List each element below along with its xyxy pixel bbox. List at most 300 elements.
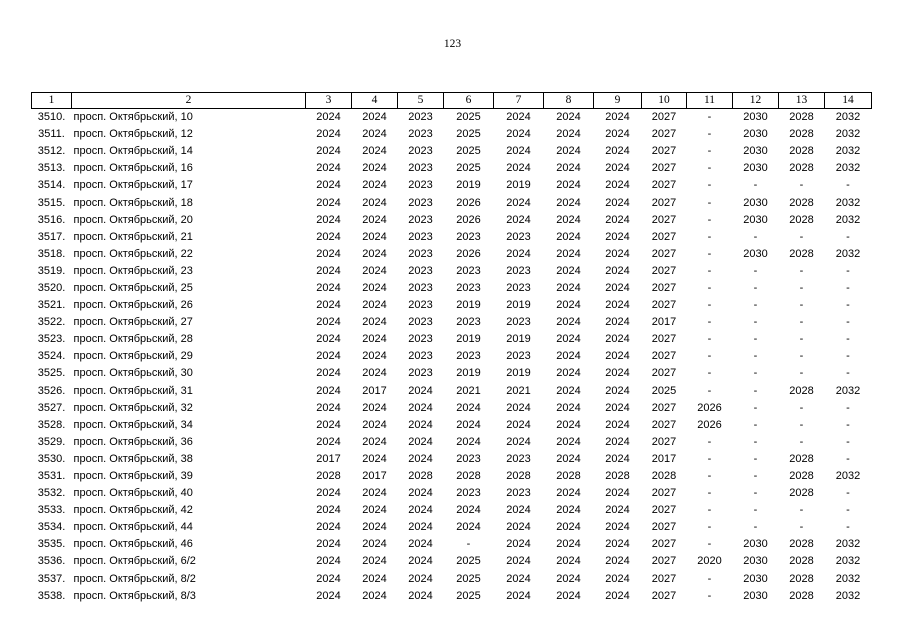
year-cell-col-13: 2028 [789, 213, 814, 226]
year-cell-col-14: - [846, 350, 850, 363]
year-cell-col-8: 2024 [556, 281, 581, 294]
year-cell-col-6: 2025 [456, 111, 481, 124]
year-cell-col-8: 2024 [556, 521, 581, 534]
table-row [32, 588, 872, 605]
year-cell-col-7: 2024 [506, 572, 531, 585]
year-cell-col-12: - [753, 281, 758, 294]
year-cell-col-4: 2024 [362, 487, 387, 500]
year-cell-col-12: 2030 [743, 145, 768, 158]
year-cell-col-12: - [753, 316, 758, 329]
year-cell-col-6: 2024 [456, 521, 481, 534]
address-cell: просп. Октябрьский, 40 [73, 487, 193, 500]
year-cell-col-5: 2024 [408, 521, 433, 534]
year-cell-col-13: - [799, 367, 804, 380]
year-cell-col-4: 2024 [362, 538, 387, 551]
year-cell-col-8: 2024 [556, 333, 581, 346]
year-cell-col-11: - [707, 350, 712, 363]
year-cell-col-9: 2024 [605, 299, 630, 312]
year-cell-col-8: 2024 [556, 418, 581, 431]
year-cell-col-12: - [753, 435, 758, 448]
year-cell-col-13: 2028 [789, 128, 814, 141]
year-cell-col-10: 2027 [651, 230, 677, 243]
row-number: 3524. [37, 350, 66, 363]
address-cell: просп. Октябрьский, 27 [73, 316, 193, 329]
year-cell-col-13: 2028 [789, 538, 814, 551]
year-cell-col-8: 2024 [556, 538, 581, 551]
year-cell-col-13: - [799, 281, 804, 294]
year-cell-col-7: 2024 [506, 145, 531, 158]
year-cell-col-14: - [846, 435, 850, 448]
row-number: 3516. [37, 213, 66, 226]
year-cell-col-3: 2024 [316, 504, 341, 517]
year-cell-col-3: 2024 [316, 350, 341, 363]
table-row [32, 519, 872, 536]
year-cell-col-11: - [707, 316, 712, 329]
year-cell-col-6: 2023 [456, 281, 481, 294]
row-number: 3512. [37, 145, 66, 158]
year-cell-col-8: 2024 [556, 162, 581, 175]
year-cell-col-3: 2017 [316, 452, 341, 465]
table-row [32, 109, 872, 127]
year-cell-col-10: 2027 [651, 299, 677, 312]
year-cell-col-14: 2032 [835, 247, 861, 260]
year-cell-col-11: - [707, 435, 712, 448]
year-cell-col-5: 2024 [408, 589, 433, 602]
year-cell-col-10: 2017 [651, 452, 677, 465]
year-cell-col-14: - [846, 333, 850, 346]
year-cell-col-8: 2024 [556, 350, 581, 363]
table-row [32, 571, 872, 588]
year-cell-col-13: 2028 [789, 470, 814, 483]
year-cell-col-6: - [466, 538, 471, 551]
year-cell-col-7: 2023 [506, 281, 531, 294]
year-cell-col-3: 2024 [316, 589, 341, 602]
year-cell-col-13: - [799, 504, 804, 517]
year-cell-col-8: 2024 [556, 401, 581, 414]
year-cell-col-9: 2024 [605, 128, 630, 141]
year-cell-col-12: 2030 [743, 538, 768, 551]
year-cell-col-9: 2024 [605, 504, 630, 517]
year-cell-col-9: 2024 [605, 487, 630, 500]
year-cell-col-3: 2024 [316, 299, 341, 312]
year-cell-col-3: 2024 [316, 538, 341, 551]
address-cell: просп. Октябрьский, 42 [73, 504, 193, 517]
year-cell-col-3: 2024 [316, 230, 341, 243]
year-cell-col-10: 2027 [651, 179, 677, 192]
year-cell-col-10: 2027 [651, 435, 677, 448]
year-cell-col-7: 2019 [506, 179, 531, 192]
year-cell-col-5: 2023 [408, 145, 433, 158]
row-number: 3522. [37, 316, 66, 329]
year-cell-col-5: 2023 [408, 213, 433, 226]
year-cell-col-13: - [799, 418, 804, 431]
year-cell-col-9: 2024 [605, 521, 630, 534]
year-cell-col-14: 2032 [835, 384, 861, 397]
year-cell-col-13: - [799, 401, 804, 414]
year-cell-col-5: 2028 [408, 470, 433, 483]
year-cell-col-5: 2023 [408, 179, 433, 192]
table-row [32, 502, 872, 519]
year-cell-col-14: 2032 [835, 470, 861, 483]
year-cell-col-11: - [707, 367, 712, 380]
year-cell-col-7: 2021 [506, 384, 531, 397]
year-cell-col-10: 2027 [651, 196, 677, 209]
year-cell-col-11: - [707, 504, 712, 517]
year-cell-col-6: 2025 [456, 555, 481, 568]
year-cell-col-5: 2024 [408, 555, 433, 568]
table-row [32, 143, 872, 160]
year-cell-col-14: 2032 [835, 145, 861, 158]
year-cell-col-14: - [846, 281, 850, 294]
year-cell-col-10: 2025 [651, 384, 677, 397]
year-cell-col-11: - [707, 162, 712, 175]
year-cell-col-11: - [707, 247, 712, 260]
year-cell-col-11: - [707, 281, 712, 294]
row-number: 3525. [37, 367, 66, 380]
table-body [32, 109, 872, 605]
year-cell-col-7: 2023 [506, 264, 531, 277]
year-cell-col-6: 2023 [456, 487, 481, 500]
year-cell-col-7: 2024 [506, 589, 531, 602]
row-number: 3515. [37, 196, 66, 209]
address-cell: просп. Октябрьский, 14 [73, 145, 193, 158]
table-row [32, 383, 872, 400]
year-cell-col-8: 2024 [556, 555, 581, 568]
year-cell-col-12: 2030 [743, 196, 768, 209]
year-cell-col-10: 2027 [651, 487, 677, 500]
column-header-5: 5 [398, 93, 444, 109]
row-number: 3534. [37, 521, 66, 534]
year-cell-col-11: - [707, 299, 712, 312]
year-cell-col-3: 2024 [316, 111, 341, 124]
address-cell: просп. Октябрьский, 6/2 [73, 555, 196, 568]
year-cell-col-11: - [707, 333, 712, 346]
year-cell-col-10: 2027 [651, 401, 677, 414]
year-cell-col-4: 2024 [362, 452, 387, 465]
year-cell-col-4: 2024 [362, 247, 387, 260]
year-cell-col-4: 2024 [362, 572, 387, 585]
year-cell-col-4: 2024 [362, 316, 387, 329]
year-cell-col-14: 2032 [835, 555, 861, 568]
year-cell-col-11: - [707, 145, 712, 158]
year-cell-col-13: - [799, 350, 804, 363]
year-cell-col-8: 2024 [556, 452, 581, 465]
address-cell: просп. Октябрьский, 10 [73, 111, 193, 124]
year-cell-col-8: 2024 [556, 213, 581, 226]
row-number: 3535. [37, 538, 66, 551]
year-cell-col-3: 2024 [316, 196, 341, 209]
table-row [32, 177, 872, 194]
column-header-12: 12 [733, 93, 779, 109]
year-cell-col-6: 2026 [456, 247, 481, 260]
year-cell-col-9: 2024 [605, 452, 630, 465]
year-cell-col-13: 2028 [789, 572, 814, 585]
column-header-14: 14 [825, 93, 872, 109]
year-cell-col-14: - [846, 367, 850, 380]
year-cell-col-5: 2024 [408, 538, 433, 551]
year-cell-col-14: 2032 [835, 128, 861, 141]
table-row [32, 160, 872, 177]
row-number: 3523. [37, 333, 66, 346]
year-cell-col-4: 2024 [362, 504, 387, 517]
year-cell-col-7: 2019 [506, 333, 531, 346]
year-cell-col-8: 2024 [556, 111, 581, 124]
year-cell-col-6: 2025 [456, 589, 481, 602]
address-cell: просп. Октябрьский, 23 [73, 264, 193, 277]
year-cell-col-6: 2023 [456, 230, 481, 243]
table-row [32, 417, 872, 434]
year-cell-col-6: 2026 [456, 213, 481, 226]
year-cell-col-6: 2025 [456, 145, 481, 158]
table-row [32, 280, 872, 297]
row-number: 3530. [37, 452, 66, 465]
address-cell: просп. Октябрьский, 16 [73, 162, 193, 175]
address-cell: просп. Октябрьский, 18 [73, 196, 193, 209]
year-cell-col-10: 2028 [651, 470, 677, 483]
year-cell-col-10: 2027 [651, 504, 677, 517]
year-cell-col-11: - [707, 589, 712, 602]
year-cell-col-8: 2024 [556, 572, 581, 585]
year-cell-col-3: 2024 [316, 418, 341, 431]
year-cell-col-5: 2024 [408, 572, 433, 585]
year-cell-col-5: 2024 [408, 384, 433, 397]
year-cell-col-12: - [753, 504, 758, 517]
year-cell-col-14: - [846, 452, 850, 465]
year-cell-col-13: 2028 [789, 487, 814, 500]
year-cell-col-13: - [799, 435, 804, 448]
table-row [32, 365, 872, 382]
year-cell-col-6: 2019 [456, 367, 481, 380]
year-cell-col-13: - [799, 299, 804, 312]
year-cell-col-10: 2027 [651, 128, 677, 141]
year-cell-col-3: 2024 [316, 179, 341, 192]
table-row [32, 485, 872, 502]
year-cell-col-6: 2028 [456, 470, 481, 483]
table-row [32, 246, 872, 263]
table-row [32, 126, 872, 143]
year-cell-col-11: - [707, 179, 712, 192]
row-number: 3518. [37, 247, 66, 260]
year-cell-col-11: - [707, 470, 712, 483]
year-cell-col-10: 2027 [651, 521, 677, 534]
year-cell-col-5: 2024 [408, 504, 433, 517]
year-cell-col-13: 2028 [789, 111, 814, 124]
year-cell-col-6: 2023 [456, 452, 481, 465]
year-cell-col-3: 2024 [316, 264, 341, 277]
address-cell: просп. Октябрьский, 20 [73, 213, 193, 226]
address-cell: просп. Октябрьский, 8/3 [73, 589, 196, 602]
table-row [32, 451, 872, 468]
address-cell: просп. Октябрьский, 36 [73, 435, 193, 448]
row-number: 3517. [37, 230, 66, 243]
year-cell-col-9: 2024 [605, 538, 630, 551]
year-cell-col-13: 2028 [789, 452, 814, 465]
year-cell-col-7: 2019 [506, 299, 531, 312]
year-cell-col-5: 2024 [408, 401, 433, 414]
year-cell-col-8: 2024 [556, 230, 581, 243]
year-cell-col-14: - [846, 521, 850, 534]
year-cell-col-5: 2023 [408, 162, 433, 175]
row-number: 3531. [37, 470, 66, 483]
year-cell-col-7: 2019 [506, 367, 531, 380]
year-cell-col-10: 2027 [651, 111, 677, 124]
year-cell-col-4: 2024 [362, 213, 387, 226]
year-cell-col-3: 2024 [316, 145, 341, 158]
year-cell-col-5: 2023 [408, 350, 433, 363]
year-cell-col-12: - [753, 333, 758, 346]
year-cell-col-8: 2024 [556, 179, 581, 192]
year-cell-col-12: 2030 [743, 111, 768, 124]
year-cell-col-13: - [799, 230, 804, 243]
year-cell-col-11: - [707, 213, 712, 226]
year-cell-col-14: 2032 [835, 572, 861, 585]
row-number: 3519. [37, 264, 66, 277]
year-cell-col-7: 2024 [506, 128, 531, 141]
year-cell-col-5: 2023 [408, 264, 433, 277]
year-cell-col-7: 2023 [506, 350, 531, 363]
year-cell-col-12: 2030 [743, 247, 768, 260]
year-cell-col-13: 2028 [789, 196, 814, 209]
year-cell-col-6: 2019 [456, 299, 481, 312]
address-cell: просп. Октябрьский, 8/2 [73, 572, 196, 585]
year-cell-col-4: 2024 [362, 350, 387, 363]
year-cell-col-7: 2024 [506, 162, 531, 175]
year-cell-col-6: 2024 [456, 504, 481, 517]
year-cell-col-4: 2024 [362, 111, 387, 124]
column-header-4: 4 [352, 93, 398, 109]
row-number: 3513. [37, 162, 66, 175]
year-cell-col-9: 2024 [605, 589, 630, 602]
repair-schedule-table [31, 92, 872, 605]
year-cell-col-11: - [707, 452, 712, 465]
column-header-7: 7 [494, 93, 544, 109]
year-cell-col-3: 2024 [316, 281, 341, 294]
year-cell-col-9: 2024 [605, 230, 630, 243]
year-cell-col-12: - [753, 367, 758, 380]
year-cell-col-12: - [753, 452, 758, 465]
year-cell-col-5: 2023 [408, 299, 433, 312]
year-cell-col-7: 2024 [506, 401, 531, 414]
year-cell-col-3: 2024 [316, 247, 341, 260]
year-cell-col-14: 2032 [835, 196, 861, 209]
year-cell-col-6: 2025 [456, 128, 481, 141]
year-cell-col-12: 2030 [743, 213, 768, 226]
year-cell-col-4: 2024 [362, 196, 387, 209]
year-cell-col-10: 2027 [651, 350, 677, 363]
year-cell-col-7: 2023 [506, 316, 531, 329]
year-cell-col-8: 2024 [556, 435, 581, 448]
year-cell-col-3: 2024 [316, 487, 341, 500]
year-cell-col-9: 2024 [605, 435, 630, 448]
year-cell-col-6: 2025 [456, 572, 481, 585]
header-row [32, 93, 872, 109]
year-cell-col-5: 2023 [408, 367, 433, 380]
year-cell-col-14: 2032 [835, 162, 861, 175]
year-cell-col-14: - [846, 179, 850, 192]
year-cell-col-11: 2026 [697, 418, 722, 431]
year-cell-col-14: - [846, 230, 850, 243]
year-cell-col-4: 2024 [362, 367, 387, 380]
year-cell-col-3: 2024 [316, 213, 341, 226]
year-cell-col-6: 2024 [456, 401, 481, 414]
table-row [32, 194, 872, 211]
row-number: 3521. [37, 299, 66, 312]
column-header-6: 6 [444, 93, 494, 109]
year-cell-col-13: - [799, 333, 804, 346]
row-number: 3538. [37, 589, 66, 602]
year-cell-col-9: 2024 [605, 247, 630, 260]
year-cell-col-4: 2024 [362, 555, 387, 568]
year-cell-col-12: - [753, 521, 758, 534]
year-cell-col-7: 2024 [506, 111, 531, 124]
year-cell-col-11: - [707, 572, 712, 585]
year-cell-col-13: - [799, 316, 804, 329]
year-cell-col-10: 2027 [651, 418, 677, 431]
year-cell-col-4: 2024 [362, 521, 387, 534]
year-cell-col-14: 2032 [835, 213, 861, 226]
year-cell-col-3: 2024 [316, 128, 341, 141]
year-cell-col-13: 2028 [789, 162, 814, 175]
year-cell-col-6: 2024 [456, 418, 481, 431]
year-cell-col-8: 2024 [556, 247, 581, 260]
year-cell-col-9: 2024 [605, 555, 630, 568]
year-cell-col-12: 2030 [743, 589, 768, 602]
table-row [32, 434, 872, 451]
year-cell-col-4: 2024 [362, 401, 387, 414]
year-cell-col-14: 2032 [835, 111, 861, 124]
row-number: 3529. [37, 435, 66, 448]
address-cell: просп. Октябрьский, 46 [73, 538, 193, 551]
column-header-9: 9 [594, 93, 642, 109]
table-row [32, 468, 872, 485]
year-cell-col-13: 2028 [789, 145, 814, 158]
year-cell-col-4: 2024 [362, 264, 387, 277]
row-number: 3514. [37, 179, 66, 192]
year-cell-col-4: 2024 [362, 128, 387, 141]
year-cell-col-9: 2024 [605, 196, 630, 209]
year-cell-col-6: 2025 [456, 162, 481, 175]
year-cell-col-12: - [753, 470, 758, 483]
year-cell-col-13: 2028 [789, 384, 814, 397]
year-cell-col-14: - [846, 299, 850, 312]
table-row [32, 212, 872, 229]
table-row [32, 553, 872, 570]
year-cell-col-11: - [707, 128, 712, 141]
year-cell-col-11: 2020 [697, 555, 722, 568]
address-cell: просп. Октябрьский, 21 [73, 230, 193, 243]
year-cell-col-8: 2024 [556, 145, 581, 158]
year-cell-col-7: 2023 [506, 487, 531, 500]
year-cell-col-6: 2019 [456, 333, 481, 346]
year-cell-col-4: 2024 [362, 418, 387, 431]
year-cell-col-3: 2024 [316, 401, 341, 414]
year-cell-col-10: 2027 [651, 589, 677, 602]
year-cell-col-12: - [753, 418, 758, 431]
column-header-3: 3 [306, 93, 352, 109]
year-cell-col-3: 2024 [316, 384, 341, 397]
address-cell: просп. Октябрьский, 26 [73, 299, 193, 312]
year-cell-col-9: 2024 [605, 384, 630, 397]
year-cell-col-4: 2024 [362, 589, 387, 602]
year-cell-col-12: 2030 [743, 572, 768, 585]
column-header-10: 10 [642, 93, 687, 109]
year-cell-col-3: 2024 [316, 333, 341, 346]
year-cell-col-11: - [707, 196, 712, 209]
address-cell: просп. Октябрьский, 39 [73, 470, 193, 483]
year-cell-col-7: 2028 [506, 470, 531, 483]
address-cell: просп. Октябрьский, 22 [73, 247, 193, 260]
year-cell-col-8: 2024 [556, 367, 581, 380]
